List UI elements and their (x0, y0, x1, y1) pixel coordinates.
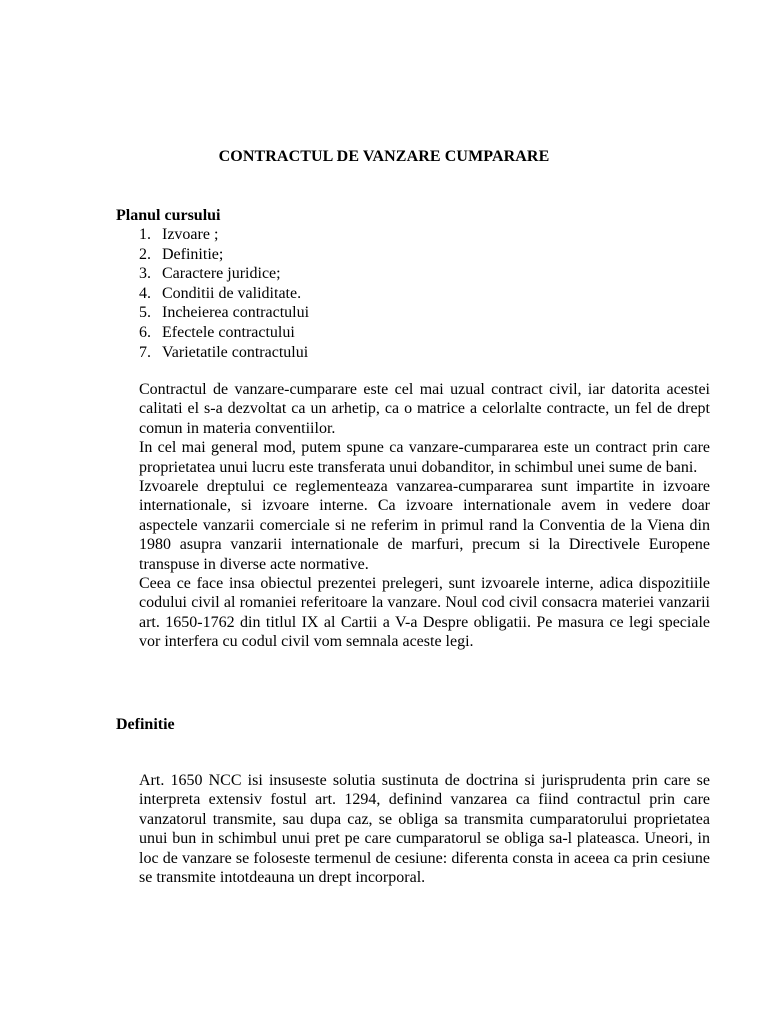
list-item-text: Efectele contractului (162, 323, 295, 341)
list-item-number: 2. (139, 245, 151, 263)
paragraph: Ceea ce face insa obiectul prezentei prelegeri, sunt izvoarele interne, adica dispozitiile codului civil al romaniei referitoare la vanzare. Noul cod civil consacra materiei vanzarii art. 1650-1762 din titlul IX al Cartii a V-a Despre obligatii. Pe masura ce legi speciale vor interfera cu codul civil vom semnala aceste legi. (139, 575, 710, 651)
list-item-number: 7. (139, 343, 151, 361)
list-item-number: 4. (139, 284, 151, 302)
list-item (139, 264, 309, 284)
paragraph: Art. 1650 NCC isi insuseste solutia sustinuta de doctrina si jurisprudenta prin care se interpreta extensiv fostul art. 1294, definind vanzarea ca fiind contractul prin care vanzatorul transmite, sau dupa caz, se obliga sa transmita cumparatorului proprietatea unui bun in schimbul unui pret pe care cumparatorul se obliga sa-l plateasca. Uneori, in loc de vanzare se foloseste termenul de cesiune: diferenta consta in aceea ca prin cesiune se transmite intotdeauna un drept incorporal. (139, 772, 710, 887)
list-item (139, 284, 309, 304)
list-item-number: 1. (139, 226, 151, 243)
list-item-text: Conditii de validitate. (162, 284, 302, 302)
list-item-text: Izvoare ; (162, 226, 219, 243)
list-item (139, 245, 309, 265)
definition-text-block (139, 771, 710, 887)
paragraph: Contractul de vanzare-cumparare este cel mai uzual contract civil, iar datorita acestei calitati el s-a dezvoltat ca un arhetip, ca o matrice a celorlalte contracte, un fel de drept comun in materia conventiilor. (139, 381, 710, 437)
list-item-number: 5. (139, 304, 151, 322)
list-item (139, 225, 309, 245)
course-plan-list (139, 225, 309, 362)
list-item (139, 343, 309, 363)
list-item-number: 6. (139, 323, 151, 341)
paragraph: Izvoarele dreptului ce reglementeaza vanzarea-cumpararea sunt impartite in izvoare internationale, si izvoare interne. Ca izvoare internationale avem in vedere doar aspectele vanzarii comerciale si ne referim in primul rand la Conventia de la Viena din 1980 asupra vanzarii internationale de marfuri, precum si la Directivele Europene transpuse in diverse acte normative. (139, 478, 710, 573)
intro-text-block (139, 380, 710, 652)
list-item (139, 323, 309, 343)
list-item-text: Caractere juridice; (162, 265, 281, 283)
list-item-text: Varietatile contractului (162, 343, 309, 361)
list-item-number: 3. (139, 265, 151, 283)
course-plan-heading: Planul cursului (116, 207, 221, 224)
list-item-text: Incheierea contractului (162, 304, 310, 322)
paragraph: In cel mai general mod, putem spune ca vanzare-cumpararea este un contract prin care proprietatea unui lucru este transferata unui dobanditor, in schimbul unei sume de bani. (139, 439, 710, 476)
list-item (139, 303, 309, 323)
definition-heading: Definitie (116, 716, 175, 733)
document-title: CONTRACTUL DE VANZARE CUMPARARE (218, 148, 550, 165)
list-item-text: Definitie; (162, 245, 224, 263)
